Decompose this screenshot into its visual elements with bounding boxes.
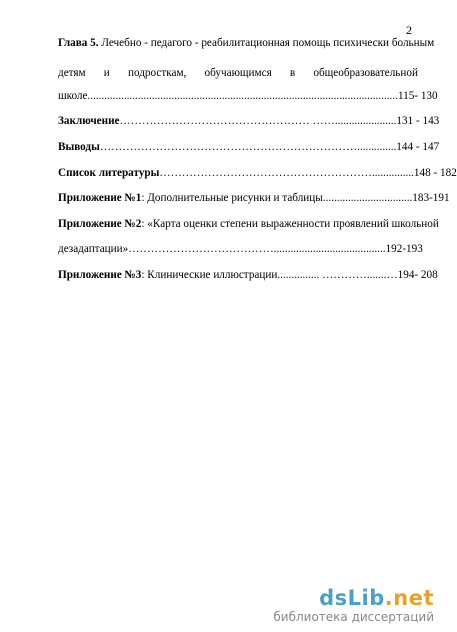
toc-ch5-word: и — [103, 67, 110, 79]
watermark-subtitle: библиотека диссертаций — [273, 610, 434, 624]
toc-findings-dots: …………………………………………………………….............. — [99, 141, 397, 153]
toc-ch5-word: детям — [58, 67, 86, 79]
toc-conclusion-pages: 131 - 143 — [396, 115, 440, 127]
toc-appendix2-dots: …………………………………........................................ — [128, 243, 386, 255]
toc-findings — [58, 140, 440, 154]
page-number: 2 — [406, 23, 412, 37]
toc-ch5-word: в — [289, 67, 296, 79]
toc-conclusion-label: Заключение — [58, 115, 120, 127]
toc-appendix2-text: : «Карта оценки степени выраженности проявлений школьной — [141, 218, 439, 230]
toc-ch5-title-line1: Лечебно - педагого - реабилитационная помощь психически больным — [98, 37, 435, 49]
toc-appendix2-text2: дезадаптации» — [58, 243, 129, 255]
toc-findings-label: Выводы — [58, 141, 100, 153]
toc-ch5-word: обучающимся — [204, 67, 272, 79]
toc-appendix3-dots: ............... ………….......… — [277, 269, 398, 281]
watermark-logo — [273, 586, 434, 610]
toc-references-label: Список литературы — [58, 167, 160, 179]
toc-appendix1-label: Приложение №1 — [58, 192, 142, 204]
toc-appendix2-line1 — [58, 217, 439, 231]
toc-appendix3-pages: 194- 208 — [397, 269, 438, 281]
toc-appendix3 — [58, 268, 438, 282]
toc-references-pages: 148 - 182 — [413, 167, 457, 179]
toc-ch5-word: подросткам, — [127, 67, 187, 79]
toc-conclusion — [58, 114, 440, 128]
toc-appendix2-label: Приложение №2 — [58, 218, 142, 230]
toc-appendix2-pages: 192-193 — [385, 243, 423, 255]
toc-ch5-pages: 115- 130 — [397, 90, 438, 102]
watermark-logo-main: dsLib — [319, 586, 385, 610]
toc-conclusion-dots: …………………………………………… ……...................... — [119, 115, 397, 127]
toc-ch5-line3 — [58, 89, 438, 103]
toc-appendix3-label: Приложение №3 — [58, 269, 142, 281]
toc-ch5-title-line3: школе............................................................................................................... — [58, 90, 398, 102]
toc-appendix1-pages: 183-191 — [412, 192, 450, 204]
toc-appendix1-dots: ................................ — [322, 192, 413, 204]
watermark-logo-ext: .net — [384, 586, 434, 610]
toc-appendix1-text: : Дополнительные рисунки и таблицы — [141, 192, 323, 204]
toc-findings-pages: 144 - 147 — [396, 141, 440, 153]
toc-ch5-word: общеобразовательной — [313, 67, 418, 79]
toc-appendix3-text: : Клинические иллюстрации — [141, 269, 278, 281]
toc-references-dots: …………………………………………………............... — [159, 167, 414, 179]
toc-references — [58, 166, 457, 180]
toc-ch5-line2 — [58, 66, 418, 80]
toc-ch5-label: Глава 5. — [58, 37, 99, 49]
toc-ch5-line1 — [58, 36, 435, 50]
watermark — [273, 586, 434, 624]
toc-appendix2-line2 — [58, 242, 423, 256]
toc-appendix1 — [58, 191, 450, 205]
